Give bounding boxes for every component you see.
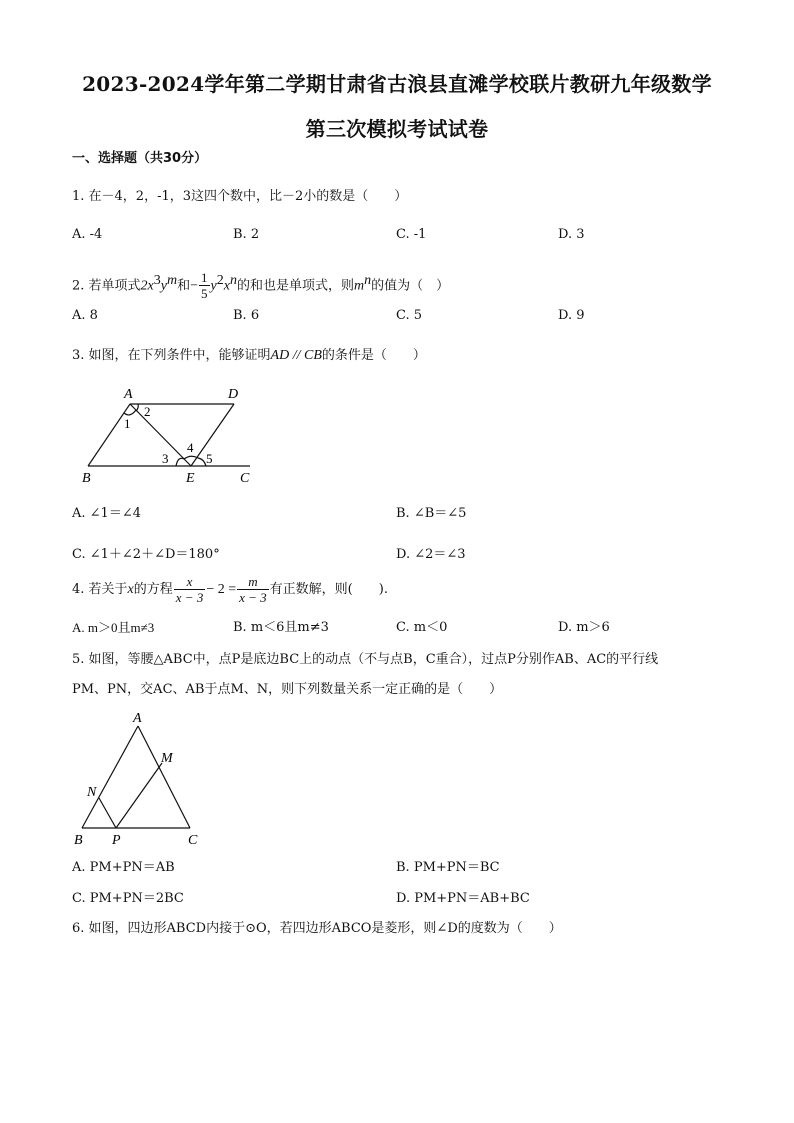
document-title-line2: 第三次模拟考试试卷	[305, 117, 489, 141]
q4-fraction-1	[174, 574, 206, 605]
q6-stem: 6. 如图，四边形ABCD内接于⊙O，若四边形ABCO是菱形，则∠D的度数为（ ）	[72, 921, 562, 936]
q4-stem	[72, 574, 388, 606]
q3-label-e: E	[186, 471, 195, 486]
q2-and: 和	[177, 278, 191, 294]
q2-option-a: A. 8	[72, 308, 98, 323]
q2-var2: x	[223, 278, 230, 294]
q3-line-ab	[88, 404, 130, 466]
q4-minus-two: − 2 =	[206, 582, 237, 597]
q1-stem: 1. 在－4，2，-1，3这四个数中，比－2小的数是（ ）	[72, 189, 408, 204]
q4-f2-den: x − 3	[239, 590, 267, 605]
q3-angle-2: 2	[144, 404, 151, 419]
q4-x: x	[127, 582, 134, 597]
q2-mn-exp: n	[364, 273, 372, 288]
q3-angle-1: 1	[124, 416, 131, 431]
q2-mid: 的和也是单项式，则	[236, 278, 354, 294]
q3-label-d: D	[228, 387, 239, 402]
q3-arc-5	[198, 458, 206, 466]
q3-stem	[72, 347, 426, 365]
q3-stem-post: 的条件是（ ）	[321, 348, 426, 363]
q5-figure	[72, 708, 212, 850]
q2-option-c: C. 5	[396, 308, 423, 323]
q1-option-a: A. -4	[72, 227, 103, 242]
q2-option-d: D. 9	[558, 308, 585, 323]
q1-option-c: C. -1	[396, 227, 427, 242]
q4-stem-mid: 的方程	[133, 582, 173, 597]
q5-line-pn	[99, 798, 116, 828]
q1-option-d: D. 3	[558, 227, 585, 242]
q2-stem	[72, 266, 449, 301]
q3-label-b: B	[82, 471, 91, 486]
q3-line-de	[191, 404, 234, 466]
q5-label-c: C	[188, 833, 198, 848]
q3-option-d: D. ∠2＝∠3	[396, 547, 466, 562]
q3-label-c: C	[240, 471, 250, 486]
q2-exp2b: n	[229, 273, 237, 288]
q5-label-a: A	[133, 711, 142, 726]
q2-frac-den: 5	[201, 286, 208, 302]
q4-f1-num: x	[174, 574, 206, 590]
q5-option-c: C. PM+PN＝2BC	[72, 891, 184, 906]
q5-label-n: N	[87, 785, 97, 800]
q5-option-d: D. PM+PN＝AB+BC	[396, 891, 530, 906]
q3-figure	[72, 382, 272, 492]
q3-line-ae	[130, 404, 191, 466]
q2-mn-base: m	[353, 278, 365, 294]
q4-f1-den: x − 3	[175, 590, 204, 605]
q2-exp1b: m	[166, 273, 178, 288]
q2-option-b: B. 6	[233, 308, 260, 323]
q5-line-ab	[82, 726, 138, 828]
q4-option-b: B. m＜6且m≠3	[233, 620, 329, 635]
q5-option-b: B. PM+PN＝BC	[396, 860, 500, 875]
q3-label-a: A	[124, 387, 133, 402]
q5-line-ac	[138, 726, 190, 828]
q4-option-d: D. m＞6	[558, 620, 610, 635]
q5-stem-line2: PM、PN，交AC、AB于点M、N，则下列数量关系一定正确的是（ ）	[72, 682, 503, 697]
q2-fraction	[199, 270, 210, 301]
q2-frac-num: 1	[201, 270, 208, 286]
q3-angle-4: 4	[187, 440, 194, 455]
q2-exp1: 3	[153, 273, 161, 288]
q4-stem-pre: 4. 若关于	[72, 582, 128, 597]
q5-label-b: B	[74, 833, 83, 848]
q5-option-a: A. PM+PN＝AB	[72, 860, 175, 875]
q2-mono2: y	[210, 278, 217, 294]
q3-stem-math: AD // CB	[270, 348, 322, 363]
q3-option-b: B. ∠B＝∠5	[396, 506, 467, 521]
q2-prefix: 2. 若单项式	[72, 278, 141, 294]
q4-stem-post: 有正数解，则( ).	[269, 582, 388, 597]
q2-minus: −	[190, 278, 199, 294]
q2-var1: y	[160, 278, 167, 294]
q5-label-p: P	[112, 833, 121, 848]
document-title-line1: 2023-2024学年第二学期甘肃省古浪县直滩学校联片教研九年级数学	[82, 72, 712, 96]
q5-label-m: M	[161, 751, 173, 766]
q3-angle-5: 5	[206, 451, 213, 466]
q2-suffix: 的值为（ ）	[371, 278, 450, 294]
q2-exp2: 2	[216, 273, 224, 288]
q3-arc-2	[136, 404, 138, 411]
q4-fraction-2	[237, 574, 269, 605]
q4-option-a: A. m＞0且m≠3	[72, 620, 155, 635]
q3-option-c: C. ∠1＋∠2＋∠D＝180°	[72, 547, 220, 562]
q2-mono1: 2x	[140, 278, 154, 294]
q4-f2-num: m	[237, 574, 269, 590]
q3-stem-pre: 3. 如图，在下列条件中，能够证明	[72, 348, 271, 363]
section-heading: 一、选择题（共30分）	[72, 151, 208, 166]
q4-option-c: C. m＜0	[396, 620, 448, 635]
q3-arc-3	[176, 458, 184, 466]
q1-option-b: B. 2	[233, 227, 260, 242]
q5-stem-line1: 5. 如图，等腰△ABC中，点P是底边BC上的动点（不与点B，C重合），过点P分别作AB、AC的平行线	[72, 652, 659, 667]
q5-line-pm	[116, 763, 162, 828]
q3-option-a: A. ∠1＝∠4	[72, 506, 141, 521]
q3-angle-3: 3	[162, 451, 169, 466]
